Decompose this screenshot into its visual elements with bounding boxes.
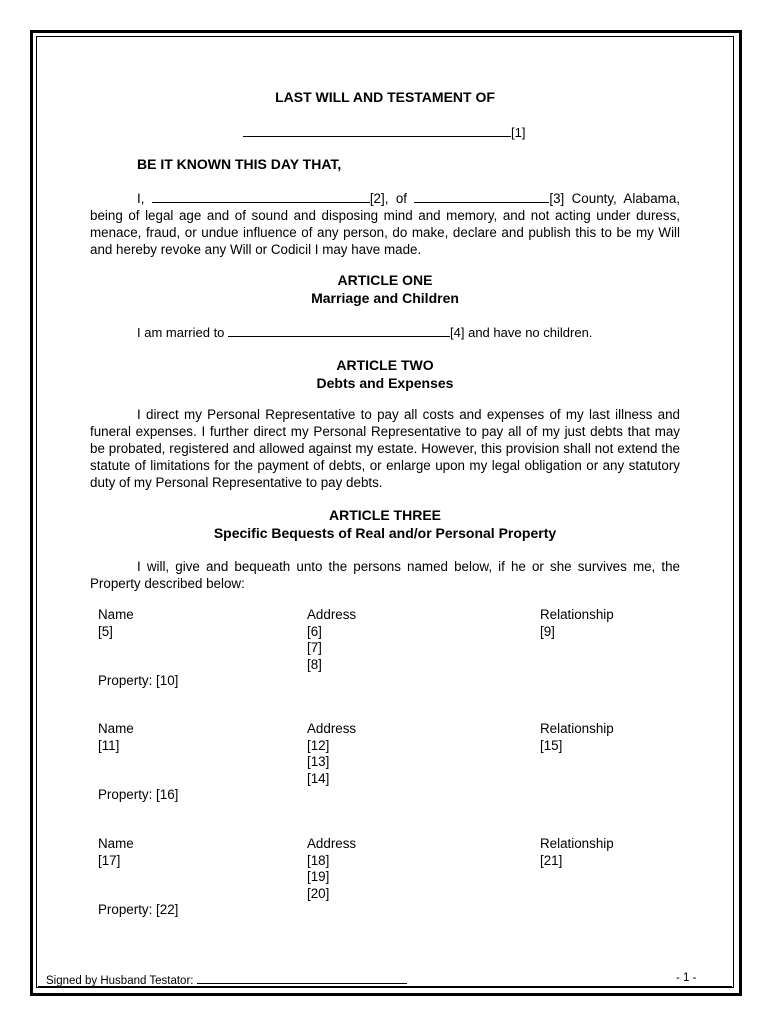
address-label: Address (307, 721, 357, 736)
article-three-subheading: Specific Bequests of Real and/or Personal Property (213, 525, 557, 541)
bequest-3-name-column (98, 836, 134, 869)
bequest-2-name-column (98, 721, 134, 754)
name-label: Name (98, 836, 134, 851)
bequest-1-property: Property: [10] (98, 673, 179, 688)
bequest-address-line: [12] (307, 737, 330, 753)
bequest-relationship: [15] (540, 737, 563, 753)
known-heading: BE IT KNOWN THIS DAY THAT, (137, 156, 342, 172)
relationship-label: Relationship (540, 721, 614, 736)
bequest-2-property: Property: [16] (98, 787, 179, 802)
bequest-address-line: [6] (307, 623, 322, 639)
bequest-address-line: [19] (307, 869, 330, 884)
intro-paragraph: I, [2], of [3] County, Alabama, being of legal age and of sound and disposing mind and memory, and not acting under duress, menace, fraud, or undue influence of any person, do make, declare and publish this to be my Will and hereby revoke any Will or Codicil I may have made. (90, 191, 680, 257)
bequest-address-line: [7] (307, 640, 322, 655)
bequest-name: [17] (98, 852, 121, 868)
intro-name-blank[interactable] (152, 189, 370, 203)
name-label: Name (98, 721, 134, 736)
name-label: Name (98, 607, 134, 622)
document-title: LAST WILL AND TESTAMENT OF (275, 89, 495, 105)
bequest-address-line: [8] (307, 656, 322, 672)
article-two-heading: ARTICLE TWO (336, 357, 434, 373)
address-label: Address (307, 836, 357, 851)
page-number: - 1 - (676, 972, 697, 984)
bequest-name: [5] (98, 623, 113, 639)
article-one-text: I am married to [4] and have no children. (137, 325, 593, 340)
relationship-label: Relationship (540, 836, 614, 851)
address-label: Address (307, 607, 357, 622)
bequest-address-line: [13] (307, 754, 330, 769)
article-three-heading: ARTICLE THREE (329, 507, 441, 523)
article-two-subheading: Debts and Expenses (316, 375, 454, 391)
article-three-text: I will, give and bequeath unto the persons named below, if he or she survives me, the Property described below: (90, 559, 680, 591)
article-two-text: I direct my Personal Representative to pay all costs and expenses of my last illness and funeral expenses. I further direct my Personal Representative to pay all of my just debts that may be probated, registered and allowed against my estate. However, this provision shall not extend the statute of limitations for the payment of debts, or enlarge upon my legal obligation or any statutory duty of my Personal Representative to pay debts. (90, 407, 680, 490)
bequest-2-address-column (307, 721, 356, 787)
bequest-1-relationship-column (540, 607, 614, 640)
testator-name-blank[interactable] (243, 123, 511, 137)
bequest-address-line: [20] (307, 885, 330, 901)
bequest-name: [11] (98, 737, 120, 753)
article-one-subheading: Marriage and Children (311, 290, 459, 306)
testator-name-line: [1] (243, 123, 525, 140)
relationship-label: Relationship (540, 607, 614, 622)
bequest-2-relationship-column (540, 721, 614, 754)
intro-county-blank[interactable] (414, 189, 549, 203)
spouse-name-blank[interactable] (228, 323, 450, 337)
signature-blank[interactable] (197, 972, 407, 984)
bequest-address-line: [14] (307, 770, 330, 786)
bequest-address-line: [18] (307, 852, 330, 868)
bequest-relationship: [9] (540, 623, 555, 639)
bequest-3-address-column (307, 836, 356, 902)
footer-signature: Signed by Husband Testator: (46, 972, 407, 987)
bequest-3-property: Property: [22] (98, 902, 179, 917)
bequest-relationship: [21] (540, 852, 563, 868)
bequest-1-address-column (307, 607, 356, 673)
bequest-3-relationship-column (540, 836, 614, 869)
article-one-heading: ARTICLE ONE (337, 272, 433, 288)
bequest-1-name-column (98, 607, 134, 640)
